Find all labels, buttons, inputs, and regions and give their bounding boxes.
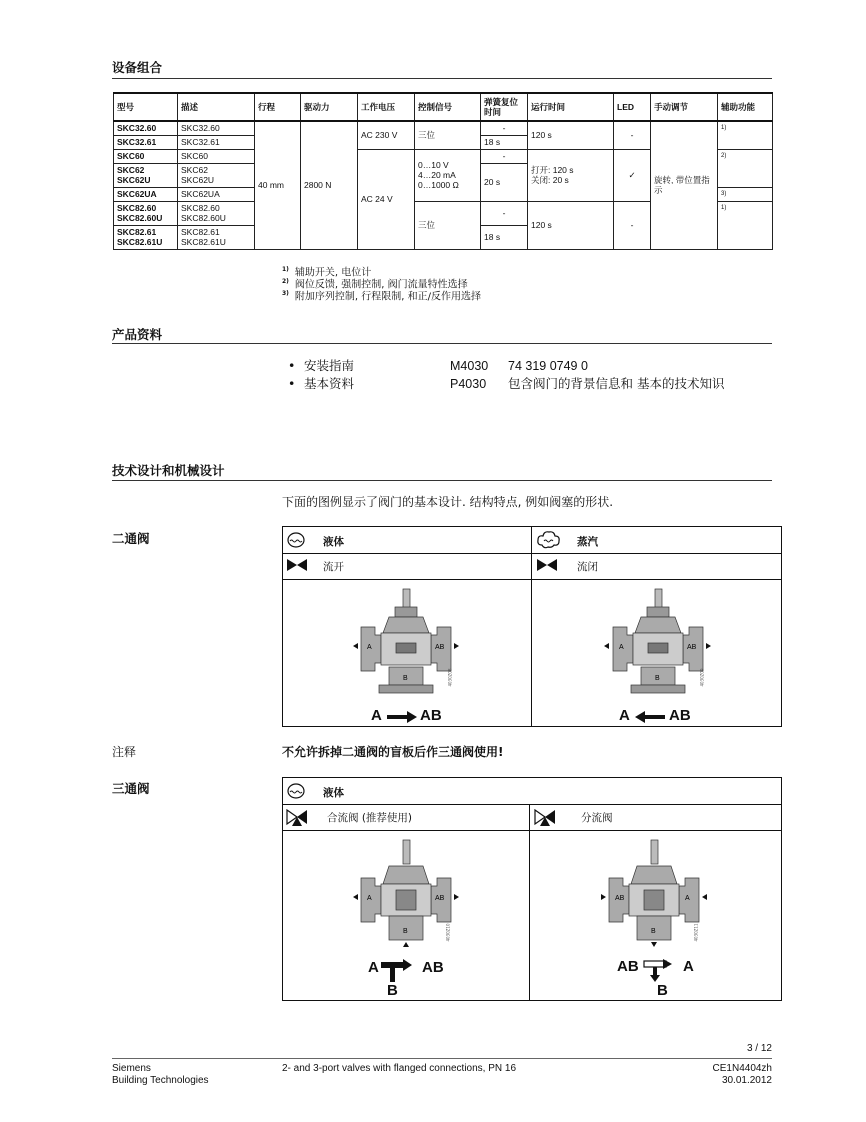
section-rule xyxy=(112,78,772,79)
section-title-tech-design: 技术设计和机械设计 xyxy=(112,463,225,478)
cell-model: SKC32.61 xyxy=(114,135,178,149)
cell-ctrl-3pos: 三位 xyxy=(415,121,481,149)
th-force: 驱动力 xyxy=(301,93,358,121)
th-signal: 控制信号 xyxy=(415,93,481,121)
flow-label-a: A xyxy=(371,707,382,724)
cell-model: SKC60 xyxy=(114,149,178,163)
mixing-label: 合流阀 (推荐使用) xyxy=(327,812,413,824)
footnote: $^{3)}$ 附加序列控制, 行程限制, 和正/反作用选择 xyxy=(282,290,482,303)
drawing-code: 4030Z11 xyxy=(693,923,699,942)
footer-doc: CE1N4404zh xyxy=(712,1063,772,1074)
liquid-label: 液体 xyxy=(323,787,344,799)
cell-model: SKC82.60 SKC82.60U xyxy=(114,201,178,225)
cell-aux: 1) xyxy=(718,121,773,149)
svg-text:A: A xyxy=(685,895,690,902)
cell-spring: 18 s xyxy=(481,135,528,149)
cell-aux: 2) xyxy=(718,149,773,187)
flow-label-a: A xyxy=(368,959,379,976)
svg-text:B: B xyxy=(403,675,408,682)
drawing-code: 4030Z10 xyxy=(445,923,451,942)
arrow-right-icon xyxy=(387,711,417,723)
label-three-port: 三通阀 xyxy=(112,781,150,796)
three-way-diverting-icon xyxy=(534,809,556,827)
three-way-mixing-icon xyxy=(286,809,308,827)
cell-desc: SKC32.60 xyxy=(178,121,255,135)
two-port-panel xyxy=(282,526,782,727)
diverting-label: 分流阀 xyxy=(581,812,613,824)
steam-label: 蒸汽 xyxy=(577,536,598,548)
intro-text: 下面的图例显示了阀门的基本设计. 结构特点, 例如阀塞的形状. xyxy=(282,495,614,509)
flow-label-a: A xyxy=(683,958,694,975)
cell-voltage-24: AC 24 V xyxy=(358,149,415,249)
device-table xyxy=(113,92,773,250)
cell-stroke: 40 mm xyxy=(255,121,301,249)
two-way-valve-icon xyxy=(286,558,308,572)
footer-rule xyxy=(112,1058,772,1059)
footer-title: 2- and 3-port valves with flanged connections, PN 16 xyxy=(282,1063,517,1074)
cell-desc: SKC62 SKC62U xyxy=(178,163,255,187)
cell-ctrl-mod: 0…10 V 4…20 mA 0…1000 Ω xyxy=(415,149,481,201)
note-label: 注释 xyxy=(112,745,137,759)
mixing-flow-icon xyxy=(381,958,419,984)
valve-drawing xyxy=(603,587,713,699)
flow-label-ab: AB xyxy=(669,707,691,724)
svg-text:A: A xyxy=(619,644,624,651)
drawing-code: 4030Z08 xyxy=(447,668,453,687)
drawing-code: 4030Z09 xyxy=(699,668,705,687)
cell-force: 2800 N xyxy=(301,121,358,249)
cell-led: ✓ xyxy=(614,149,651,201)
cell-spring: - xyxy=(481,121,528,135)
valve-drawing xyxy=(351,587,461,699)
svg-text:B: B xyxy=(655,675,660,682)
steam-icon xyxy=(536,529,562,551)
cell-spring: 20 s xyxy=(481,163,528,201)
cell-model: SKC32.60 xyxy=(114,121,178,135)
doc-list xyxy=(288,357,724,393)
cell-desc: SKC82.61 SKC82.61U xyxy=(178,225,255,249)
cell-voltage-230: AC 230 V xyxy=(358,121,415,149)
cell-aux: 1) xyxy=(718,201,773,249)
valve-drawing xyxy=(351,838,461,950)
footnote: $^{1)}$ 辅助开关, 电位计 xyxy=(282,266,372,279)
cell-ctrl-3pos: 三位 xyxy=(415,201,481,249)
footnote: $^{2)}$ 阀位反馈, 强制控制, 阀门流量特性选择 xyxy=(282,278,468,291)
diverting-flow-icon xyxy=(643,958,681,984)
svg-text:B: B xyxy=(651,928,656,935)
svg-text:AB: AB xyxy=(615,895,625,902)
section-title-device-combo: 设备组合 xyxy=(112,60,163,75)
svg-text:AB: AB xyxy=(435,644,445,651)
cell-led: - xyxy=(614,121,651,149)
flow-label-a: A xyxy=(619,707,630,724)
th-led: LED xyxy=(614,93,651,121)
svg-text:B: B xyxy=(403,928,408,935)
th-spring: 弹簧复位时间 xyxy=(481,93,528,121)
flow-label-b: B xyxy=(387,982,398,999)
cell-manual: 旋转, 带位置指示 xyxy=(651,121,718,249)
cell-runtime: 120 s xyxy=(528,121,614,149)
cell-desc: SKC60 xyxy=(178,149,255,163)
cell-desc: SKC32.61 xyxy=(178,135,255,149)
note-text: 不允许拆掉二通阀的盲板后作三通阀使用! xyxy=(282,745,504,759)
cell-desc: SKC62UA xyxy=(178,187,255,201)
footer-division: Building Technologies xyxy=(112,1075,209,1086)
liquid-label: 液体 xyxy=(323,536,344,548)
th-runtime: 运行时间 xyxy=(528,93,614,121)
svg-text:A: A xyxy=(367,895,372,902)
section-title-product-docs: 产品资料 xyxy=(112,327,163,342)
cell-runtime: 120 s xyxy=(528,201,614,249)
cell-model: SKC62 SKC62U xyxy=(114,163,178,187)
cell-spring: 18 s xyxy=(481,225,528,249)
cell-spring: - xyxy=(481,149,528,163)
cell-model: SKC82.61 SKC82.61U xyxy=(114,225,178,249)
th-aux: 辅助功能 xyxy=(718,93,773,121)
section-rule xyxy=(112,480,772,481)
svg-text:AB: AB xyxy=(687,644,697,651)
th-manual: 手动调节 xyxy=(651,93,718,121)
cell-model: SKC62UA xyxy=(114,187,178,201)
svg-text:A: A xyxy=(367,644,372,651)
th-desc: 描述 xyxy=(178,93,255,121)
arrow-left-icon xyxy=(635,711,665,723)
flow-label-b: B xyxy=(657,982,668,999)
table-row xyxy=(114,121,773,135)
cell-led: - xyxy=(614,201,651,249)
flow-open-label: 流开 xyxy=(323,561,344,573)
doc-item: • 安装指南 M4030 74 319 0749 0 xyxy=(288,358,588,373)
section-rule xyxy=(112,343,772,344)
valve-drawing xyxy=(599,838,709,950)
doc-item: • 基本资料 P4030 包含阀门的背景信息和 基本的技术知识 xyxy=(288,376,725,391)
liquid-icon xyxy=(286,531,306,549)
cell-aux: 3) xyxy=(718,187,773,201)
flow-label-ab: AB xyxy=(617,958,639,975)
two-way-valve-icon xyxy=(536,558,558,572)
footer-company: Siemens xyxy=(112,1063,151,1074)
table-header-row xyxy=(114,93,773,121)
page-number: 3 / 12 xyxy=(746,1043,772,1054)
th-model: 型号 xyxy=(114,93,178,121)
cell-runtime: 打开: 120 s 关闭: 20 s xyxy=(528,149,614,201)
label-two-port: 二通阀 xyxy=(112,531,150,546)
th-stroke: 行程 xyxy=(255,93,301,121)
cell-desc: SKC82.60 SKC82.60U xyxy=(178,201,255,225)
three-port-panel xyxy=(282,777,782,1001)
flow-close-label: 流闭 xyxy=(577,561,598,573)
footer-date: 30.01.2012 xyxy=(721,1075,772,1086)
th-voltage: 工作电压 xyxy=(358,93,415,121)
cell-spring: - xyxy=(481,201,528,225)
svg-text:AB: AB xyxy=(435,895,445,902)
liquid-icon xyxy=(286,782,306,800)
flow-label-ab: AB xyxy=(420,707,442,724)
flow-label-ab: AB xyxy=(422,959,444,976)
